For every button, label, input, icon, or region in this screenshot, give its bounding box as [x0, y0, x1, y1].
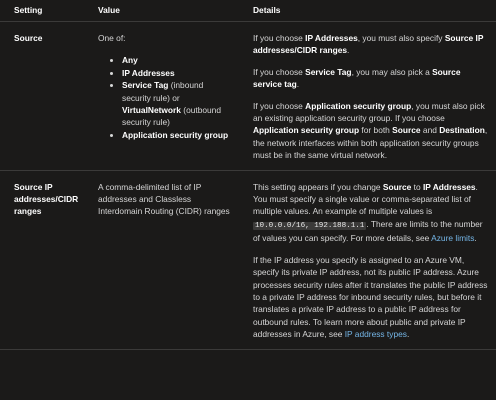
table-header-row — [0, 0, 496, 22]
ip-address-types-link[interactable]: IP address types — [344, 329, 407, 340]
setting-cell: Source IP addresses/CIDR ranges — [0, 170, 84, 349]
value-cell: A comma-delimited list of IP addresses and Classless Interdomain Routing (CIDR) ranges — [84, 170, 239, 349]
table-row — [0, 22, 496, 171]
details-paragraph: If the IP address you specify is assigned to an Azure VM, specify its private IP address, not its public IP address. Azure processes security rules after it translates the public IP address to a private IP address for inbound security rules, but before it translates a private IP address to a public IP address for outbound rules. To learn more about public and private IP addresses in Azure, see IP address types. — [253, 254, 488, 340]
table-row — [0, 170, 496, 349]
header-setting: Setting — [0, 0, 84, 22]
details-paragraph: If you choose IP Addresses, you must also specify Source IP addresses/CIDR ranges. — [253, 33, 484, 56]
list-item: • Service Tag (inbound security rule) or VirtualNetwork (outbound security rule) — [122, 79, 233, 129]
header-value: Value — [84, 0, 239, 22]
details-cell — [239, 22, 496, 171]
value-intro: One of: — [98, 33, 126, 43]
details-paragraph: If you choose Service Tag, you may also pick a Source service tag. — [253, 66, 461, 90]
setting-cell: Source — [0, 22, 84, 171]
list-item: • Application security group — [122, 129, 233, 141]
list-item: • Any — [122, 54, 233, 66]
option-list — [98, 54, 233, 141]
value-cell — [84, 22, 239, 171]
details-paragraph: This setting appears if you change Source to IP Addresses. You must specify a single value or comma-separated list of multiple values. An example of multiple values is 10.0.0.0/16, 192.188.1.1 . There are limits to the number of values you can specify. For more details, see Azure limits. — [253, 181, 483, 244]
details-cell — [239, 170, 496, 349]
header-details: Details — [239, 0, 496, 22]
list-item: • IP Addresses — [122, 67, 233, 79]
azure-limits-link[interactable]: Azure limits — [431, 233, 475, 244]
details-paragraph: If you choose Application security group, you must also pick an existing application security group. If you choose Application security group for both Source and Destination, the network interfaces within both application security groups must be in the same virtual network. — [253, 100, 488, 161]
inline-code: 10.0.0.0/16, 192.188.1.1 — [255, 221, 365, 230]
